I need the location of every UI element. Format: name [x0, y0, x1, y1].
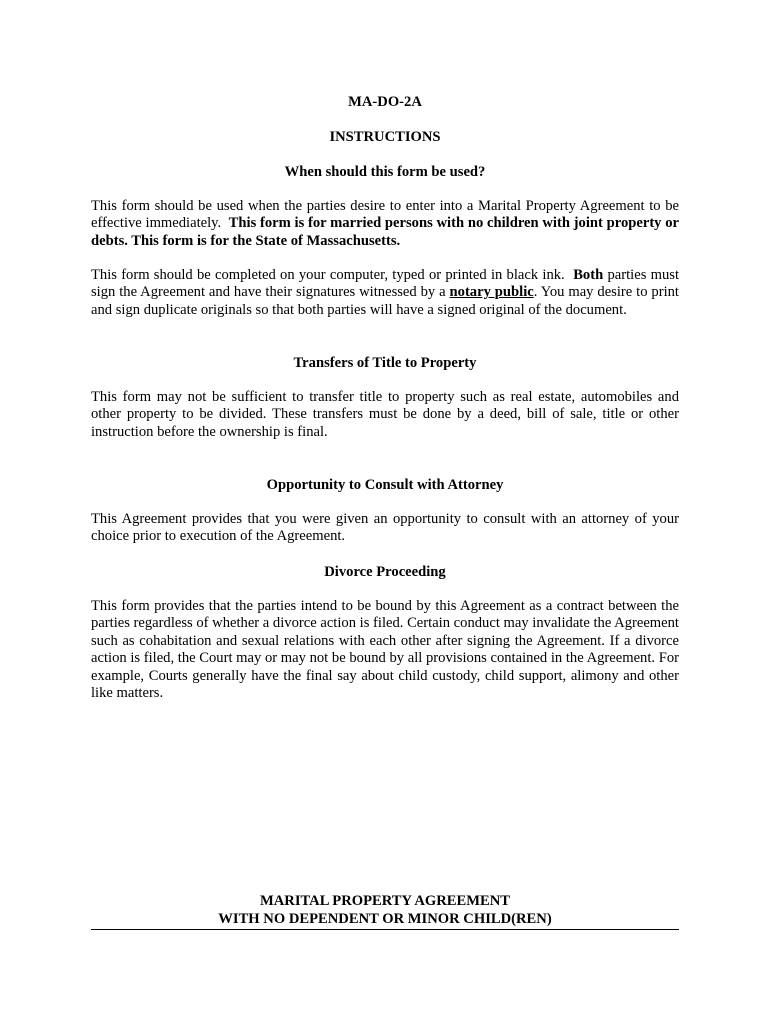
title-underline-rule: [91, 929, 679, 930]
when-used-paragraph-1: [91, 198, 679, 250]
transfers-paragraph: This form may not be sufficient to transfer title to property such as real estate, automobiles and other property to be divided. These transfers must be done by a deed, bill of sale, title or other instruction before the ownership is final.: [91, 389, 679, 440]
agreement-title-line-1: MARITAL PROPERTY AGREEMENT: [259, 893, 511, 909]
when-used-p2-text-b: parties must sign the Agreement and have their signatures witnessed by a: [91, 267, 679, 301]
when-used-paragraph-2: [91, 267, 679, 319]
when-used-heading: When should this form be used?: [284, 164, 486, 180]
when-used-p2-both: Both: [573, 267, 604, 283]
transfers-heading: Transfers of Title to Property: [293, 355, 477, 371]
attorney-paragraph: This Agreement provides that you were given an opportunity to consult with an attorney of your choice prior to execution of the Agreement.: [91, 511, 679, 545]
when-used-p2-text-a: This form should be completed on your computer, typed or printed in black ink.: [91, 267, 565, 283]
when-used-p1-text: This form should be used when the parties desire to enter into a Marital Property Agreement to be effective immediately.: [91, 198, 679, 232]
when-used-p2-text-c: . You may desire to print and sign duplicate originals so that both parties will have a signed original of the document.: [91, 284, 679, 318]
instructions-title: INSTRUCTIONS: [329, 129, 441, 145]
notary-public-term: notary public: [449, 284, 534, 301]
when-used-p1-bold: This form is for married persons with no children with joint property or debts. This form is for the State of Massachusetts.: [91, 215, 679, 249]
attorney-heading: Opportunity to Consult with Attorney: [266, 477, 504, 493]
agreement-title-line-2: WITH NO DEPENDENT OR MINOR CHILD(REN): [218, 911, 552, 927]
divorce-paragraph: This form provides that the parties intend to be bound by this Agreement as a contract between the parties regardless of whether a divorce action is filed. Certain conduct may invalidate the Agreement such as cohabitation and sexual relations with each other after signing the Agreement. If a divorce action is filed, the Court may or may not be bound by all provisions contained in the Agreement. For example, Courts generally have the final say about child custody, child support, alimony and other like matters.: [91, 598, 679, 702]
divorce-heading: Divorce Proceeding: [324, 564, 446, 580]
form-number: MA-DO-2A: [348, 94, 422, 110]
